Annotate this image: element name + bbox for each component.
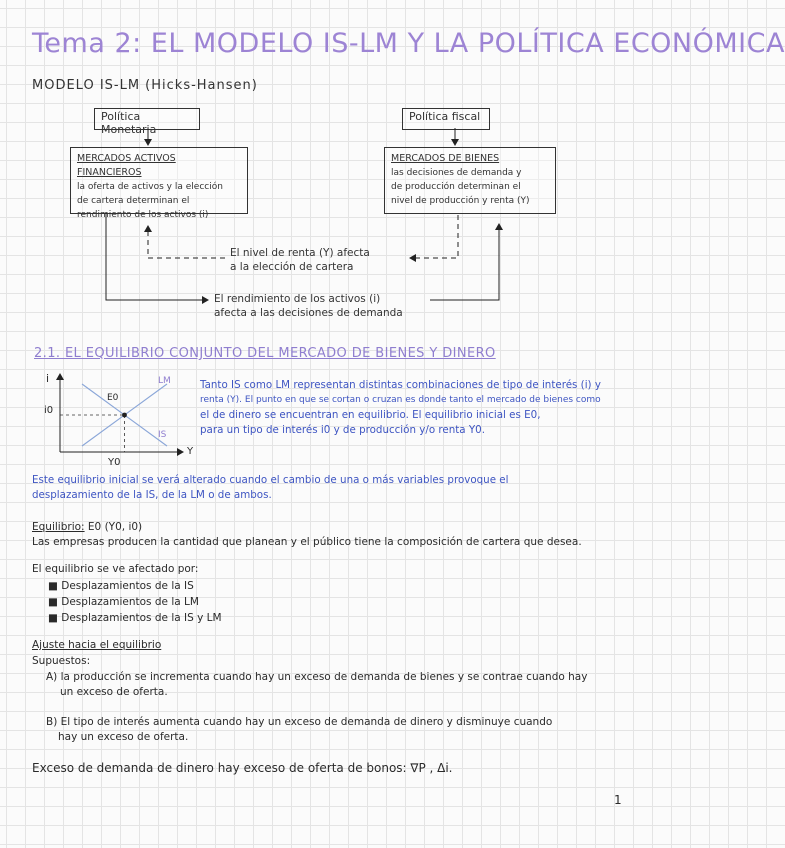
chart-explanation-line: renta (Y). El punto en que se cortan o cruzan es donde tanto el mercado de bienes como <box>200 395 601 405</box>
page-number: 1 <box>614 793 622 807</box>
affected-intro: El equilibrio se ve afectado por: <box>32 563 199 575</box>
assumption-a-line: un exceso de oferta. <box>60 686 168 698</box>
shift-note <box>32 473 632 503</box>
equilibrium-row <box>32 520 142 535</box>
financial-market-line: de cartera determinan el <box>77 196 190 206</box>
yield-note-line: afecta a las decisiones de demanda <box>214 307 403 319</box>
income-note-line: El nivel de renta (Y) afecta <box>230 247 370 259</box>
is-curve-label: IS <box>158 430 167 440</box>
model-subtitle: MODELO IS-LM (Hicks-Hansen) <box>32 78 258 93</box>
affected-list <box>48 578 222 626</box>
affected-item: ■ Desplazamientos de la IS <box>48 580 194 592</box>
page-title: Tema 2: EL MODELO IS-LM Y LA POLÍTICA ECONÓMICA <box>32 28 785 59</box>
chart-explanation-line: Tanto IS como LM representan distintas combinaciones de tipo de interés (i) y <box>200 379 601 391</box>
equilibrium-point-label: E0 <box>107 393 119 403</box>
equilibrium-value: E0 (Y0, i0) <box>87 521 143 533</box>
affected-item: ■ Desplazamientos de la IS y LM <box>48 612 222 624</box>
equilibrium-label: Equilibrio: <box>32 521 85 533</box>
yield-note-line: El rendimiento de los activos (i) <box>214 293 381 305</box>
financial-market-header: MERCADOS ACTIVOS FINANCIEROS <box>77 153 176 178</box>
assumption-a-line: A) la producción se incrementa cuando hay un exceso de demanda de bienes y se contrae cuando hay <box>46 671 588 683</box>
income-note-line: a la elección de cartera <box>230 261 354 273</box>
shift-note-line: Este equilibrio inicial se verá alterado cuando el cambio de una o más variables provoque el <box>32 474 509 486</box>
financial-market-line: rendimiento de los activos (i) <box>77 210 209 220</box>
y-tick-label: i0 <box>44 405 54 416</box>
x-tick-label: Y0 <box>108 457 121 468</box>
goods-market-line: las decisiones de demanda y <box>391 168 522 178</box>
chart-explanation-line: para un tipo de interés i0 y de producción y/o renta Y0. <box>200 424 485 436</box>
assumption-b <box>46 715 552 745</box>
assumptions-label: Supuestos: <box>32 655 91 667</box>
final-line: Exceso de demanda de dinero hay exceso de oferta de bonos: ∇P , Δi. <box>32 761 453 775</box>
goods-market-line: nivel de producción y renta (Y) <box>391 196 530 206</box>
section-title: 2.1. EL EQUILIBRIO CONJUNTO DEL MERCADO DE BIENES Y DINERO <box>34 346 496 361</box>
adjust-title: Ajuste hacia el equilibrio <box>32 639 162 651</box>
financial-market-line: la oferta de activos y la elección <box>77 182 223 192</box>
affected-item: ■ Desplazamientos de la LM <box>48 596 199 608</box>
assumption-b-line: hay un exceso de oferta. <box>58 731 189 743</box>
monetary-policy-label: Política Monetaria <box>101 110 157 136</box>
y-axis-label: i <box>46 372 50 385</box>
chart-explanation-line: el de dinero se encuentran en equilibrio. El equilibrio inicial es E0, <box>200 409 541 421</box>
equilibrium-description: Las empresas producen la cantidad que planean y el público tiene la composición de cartera que desea. <box>32 536 582 548</box>
goods-market-header: MERCADOS DE BIENES <box>391 153 500 164</box>
chart-explanation <box>200 378 630 438</box>
assumption-b-line: B) El tipo de interés aumenta cuando hay un exceso de demanda de dinero y disminuye cuando <box>46 716 553 728</box>
assumption-a <box>46 670 587 700</box>
fiscal-policy-label: Política fiscal <box>409 110 481 123</box>
equilibrium-point <box>122 413 127 418</box>
shift-note-line: desplazamiento de la IS, de la LM o de ambos. <box>32 489 272 501</box>
lm-curve-label: LM <box>158 376 171 386</box>
goods-market-line: de producción determinan el <box>391 182 521 192</box>
x-axis-label: Y <box>187 446 194 457</box>
